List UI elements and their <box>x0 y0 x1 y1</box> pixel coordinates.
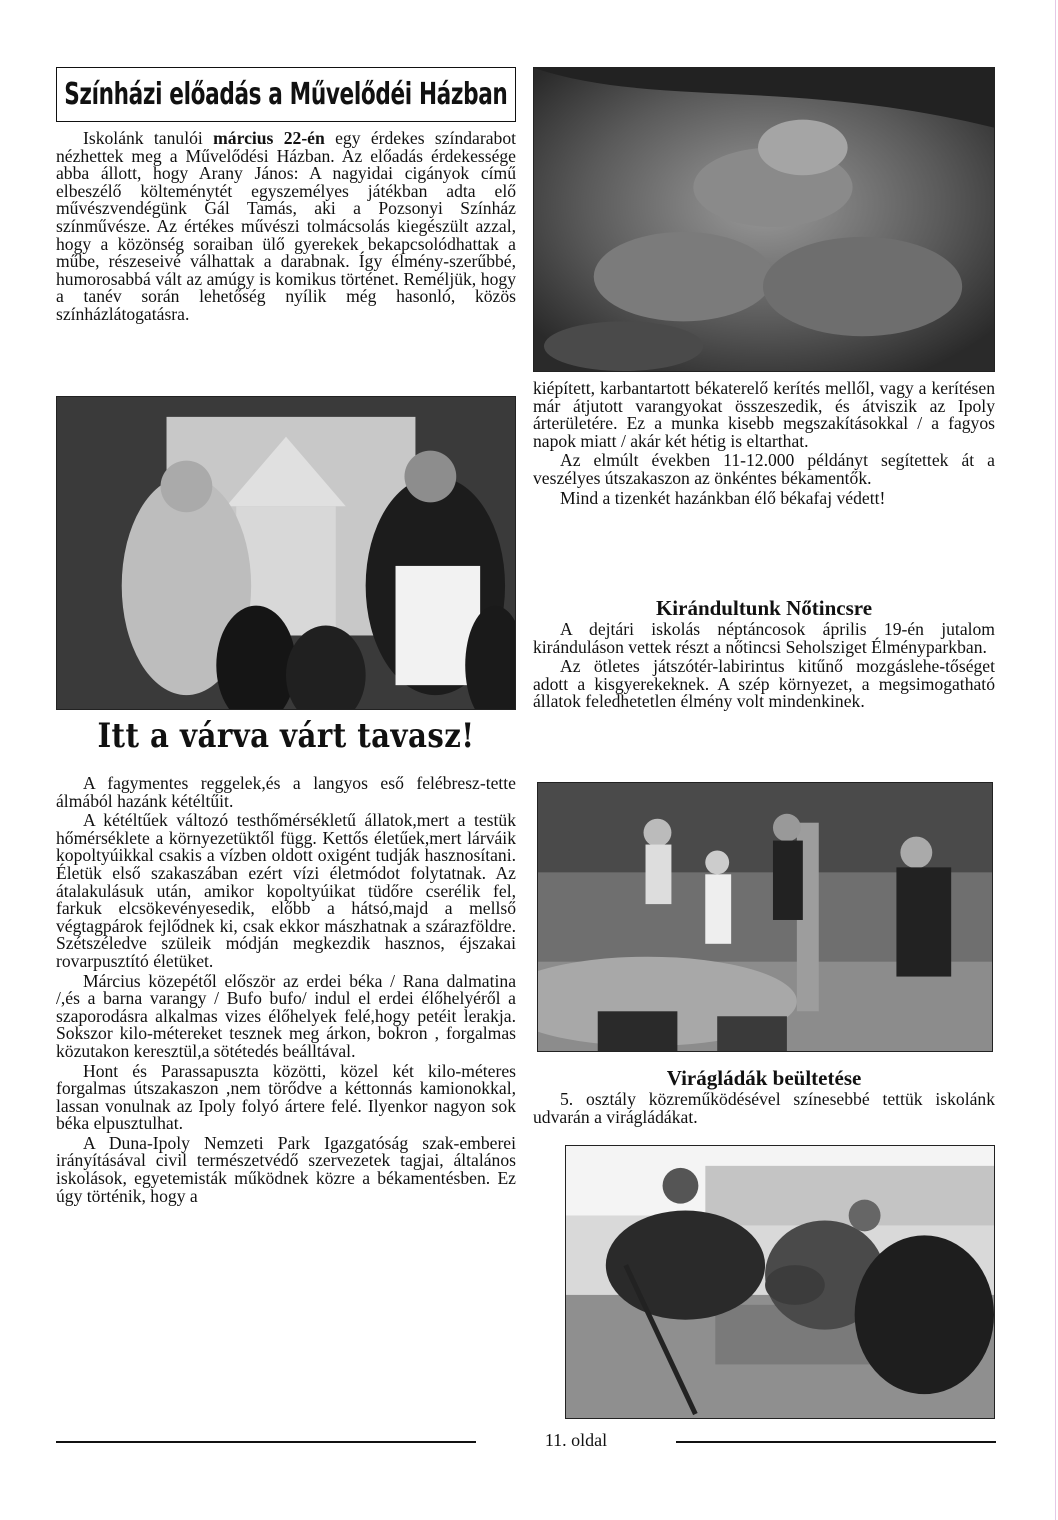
article1-text-b: egy érdekes színdarabot nézhettek meg a Művelődési Házban. Az előadás érdekessége abba állott, hogy Arany János: A nagyidai cigányok című elbeszélő költeménytét egyszemélyes játékban adta elő művészvendégünk Gál Tamás, aki a Pozsonyi Színház színművésze. Az értékes művészi tolmácsolás kiegészült azzal, hogy a közönség soraiban ülő gyerekek bekapcsolódhattak a műbe, részeseivé válhattak a darabnak. Így élmény-szerűbbé, humorosabbá vált az amúgy is komikus történet. Reméljük, hogy a tanév során lehetőség nyílik még hasonló, közös színházlátogatásra. <box>56 128 516 324</box>
article4 <box>533 1066 995 1126</box>
page-footer <box>56 1430 996 1454</box>
article3-paragraph: Az ötletes játszótér-labirintus kitűnő mozgáslehe-tőséget adott a kisgyerekeknek. A szép környezet, a megsimogatható állatok feledhetetlen élmény volt mindenkinek. <box>533 656 995 712</box>
article2-body <box>56 775 516 1205</box>
article2-cont-paragraph: Az elmúlt években 11-12.000 példányt segítettek át a veszélyes útszakaszon az önkéntes békamentők. <box>533 450 995 488</box>
page-number: 11. oldal <box>544 1430 608 1450</box>
article1-date: március 22-én <box>213 128 325 148</box>
article2-paragraph: A fagymentes reggelek,és a langyos eső felébresz-tette álmából hazánk kétéltűit. <box>56 773 516 811</box>
article3 <box>533 596 995 711</box>
page-edge <box>1055 0 1056 1520</box>
article2-cont-paragraph: kiépített, karbantartott békaterelő kerítés mellől, vagy a kerítésen már átjutott varangyokat összeszedik, és átviszik az Ipoly árterületére. Ez a munka kisebb megszakításokkal / a fagyos napok miatt / akár két hétig is eltarthat. <box>533 378 995 451</box>
article3-paragraph: A dejtári iskolás néptáncosok április 19-én jutalom kiránduláson vettek részt a nőtincsi Seholsziget Élményparkban. <box>533 619 995 657</box>
article2-paragraph: A Duna-Ipoly Nemzeti Park Igazgatóság szak-emberei irányításával civil természetvédő szervezetek tagjai, általános iskolások, egyetemisták működnek közre a békamentésben. Ez úgy történik, hogy a <box>56 1132 516 1206</box>
article4-title: Virágládák beültetése <box>666 1066 862 1090</box>
article1-title-box <box>56 67 516 122</box>
article2-title: Itt a várva várt tavasz! <box>97 716 475 756</box>
article1-title: Színházi előadás a Művelődéi Házban <box>64 77 508 112</box>
article1-paragraph <box>56 130 516 324</box>
article2-title-wrap <box>56 716 516 766</box>
article3-title: Kirándultunk Nőtincsre <box>655 596 873 620</box>
park-photo <box>537 782 993 1052</box>
footer-rule-left <box>56 1441 476 1443</box>
article2-continued <box>533 380 995 507</box>
article2-paragraph: A kétéltűek változó testhőmérsékletű állatok,mert a testük hőmérséklete a környezetüktől függ. Kettős életűek,mert lárváik kopoltyúikkal csakis a vízben oldott oxigént tudják hasznosítani. Életük első szakaszában ezért vízi életmódot folytatnak. Az átalakulásuk után, amikor kopoltyúikat tüdőre cserélik fel, farkuk elcsökevényesedik, előbb a hátsó,majd a mellső végtagpárok fejlődnek ki, csak ekkor mászhatnak a szárazföldre. Szétszéledve szüleik módján megkezdik hasznos, éjszakai rovarpusztító életüket. <box>56 810 516 971</box>
theatre-photo <box>56 396 516 710</box>
article2-paragraph: Március közepétől először az erdei béka / Rana dalmatina /,és a barna varangy / Bufo bufo/ indul el erdei élőhelyéről a szaporodásra alkalmas vizes élőhelyek felé,hogy petéit lerakja. Sokszor kilo-métereket tesznek meg árkon, bokron , forgalmas közutakon keresztül,a sötétedés beálltával. <box>56 970 516 1061</box>
article4-paragraph: 5. osztály közreműködésével színesebbé tettük iskolánk udvarán a virágládákat. <box>533 1089 995 1127</box>
footer-rule-right <box>676 1441 996 1443</box>
flowerbox-photo <box>565 1145 995 1419</box>
article1-body <box>56 130 516 324</box>
article2-cont-paragraph: Mind a tizenkét hazánkban élő békafaj védett! <box>560 487 886 508</box>
article1-text-a: Iskolánk tanulói <box>83 128 214 148</box>
frogs-photo <box>533 67 995 372</box>
article2-paragraph: Hont és Parassapuszta közötti, közel két kilo-méteres forgalmas útszakaszon ,nem törődve a kéttonnás kamionokkal, lassan vonulnak az Ipoly folyó ártere felé. Ilyenkor nagyon sok béka elpusztulhat. <box>56 1060 516 1134</box>
